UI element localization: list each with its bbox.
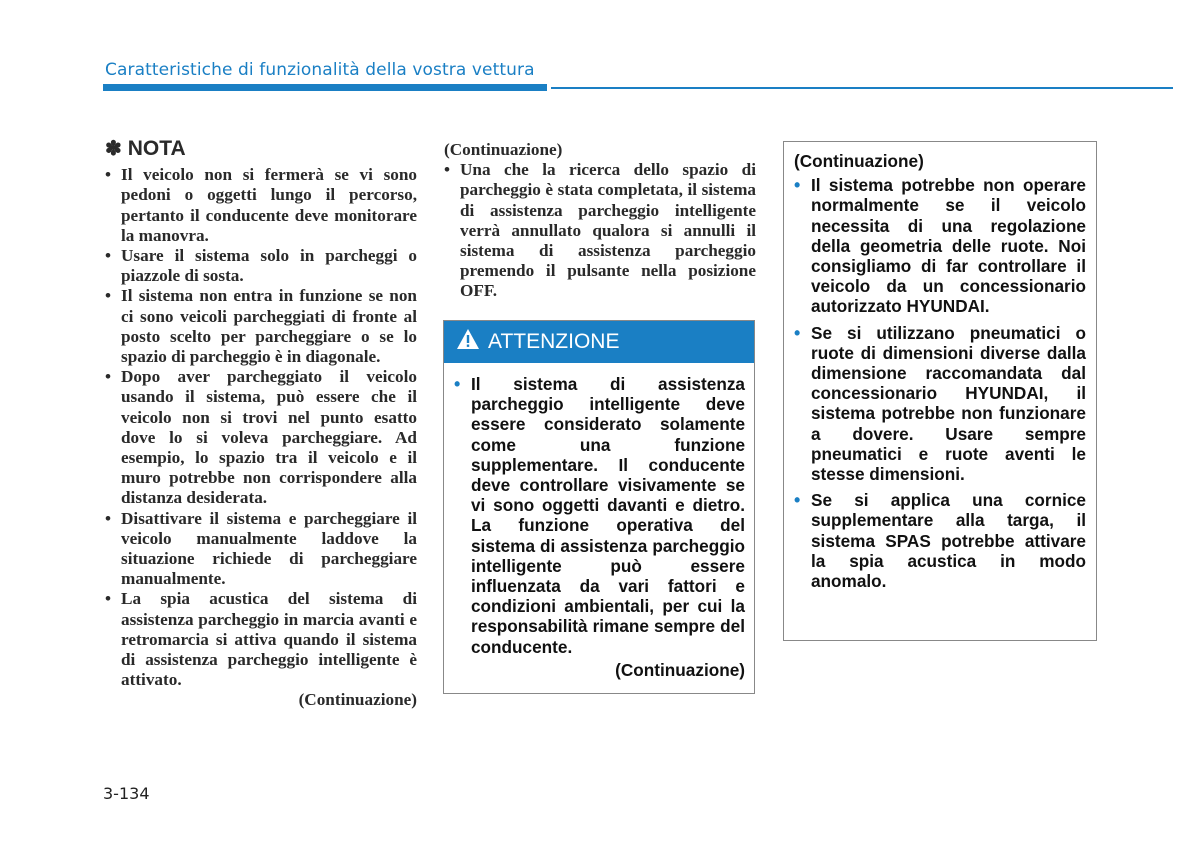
warning-item: • Il sistema di assistenza parcheggio intelligente deve essere considerato solamente come una funzione supplementare. Il conducente deve controllare visivamente se vi sono oggetti davanti e dietro. La funzione operativa del sistema di assistenza parcheggio intelligente può essere influenzata da vari fattori e condizioni ambientali, per cui la responsabilità rimane sempre del conducente. [454, 374, 745, 657]
warning-header [444, 321, 754, 363]
nota-list [105, 165, 417, 690]
continuation-box [783, 141, 1097, 641]
header-rule-thick [103, 84, 547, 91]
right-continued-label: (Continuazione) [794, 151, 924, 171]
nota-item: • La spia acustica del sistema di assistenza parcheggio in marcia avanti e retromarcia si attiva quando il sistema di assistenza parcheggio intelligente è attivato. [105, 589, 417, 690]
nota-item: • Usare il sistema solo in parcheggi o piazzole di sosta. [105, 246, 417, 286]
right-item: • Se si applica una cornice supplementare alla targa, il sistema SPAS potrebbe attivare la spia acustica in modo anomalo. [794, 490, 1086, 591]
warning-triangle-icon [456, 328, 480, 356]
warning-box [443, 320, 755, 694]
section-title: Caratteristiche di funzionalità della vostra vettura [105, 60, 535, 80]
nota-continuation: (Continuazione) [298, 690, 417, 710]
middle-column [444, 140, 756, 302]
warning-list [454, 374, 745, 657]
asterisk-icon: ✽ [105, 138, 122, 160]
right-list [794, 175, 1086, 591]
nota-heading-text: NOTA [127, 137, 186, 160]
page-number: 3-134 [103, 784, 150, 803]
warning-continuation: (Continuazione) [615, 659, 745, 680]
nota-heading [105, 139, 417, 159]
nota-item: • Disattivare il sistema e parcheggiare il veicolo manualmente laddove la situazione richiede di parcheggiare manualmente. [105, 509, 417, 590]
header-rule-thin [551, 87, 1173, 89]
middle-item: • Una che la ricerca dello spazio di parcheggio è stata completata, il sistema di assistenza parcheggio intelligente verrà annullato qualora si annulli il sistema di assistenza parcheggio premendo il pulsante nella posizione OFF. [444, 160, 756, 301]
right-item: • Il sistema potrebbe non operare normalmente se il veicolo necessita di una regolazione della geometria delle ruote. Noi consigliamo di far controllare il veicolo da un concessionario autorizzato HYUNDAI. [794, 175, 1086, 316]
nota-item: • Il sistema non entra in funzione se non ci sono veicoli parcheggiati di fronte al posto scelto per parcheggiare o se lo spazio di parcheggio è in diagonale. [105, 286, 417, 367]
nota-column [105, 139, 417, 711]
middle-list [444, 160, 756, 301]
nota-item: • Dopo aver parcheggiato il veicolo usando il sistema, può essere che il veicolo non si trovi nel punto esatto dove lo si voleva parcheggiare. Ad esempio, lo spazio tra il veicolo e il muro potrebbe non corrispondere alla distanza desiderata. [105, 367, 417, 508]
warning-title: ATTENZIONE [488, 330, 620, 353]
middle-continued-label: (Continuazione) [444, 140, 563, 159]
right-item: • Se si utilizzano pneumatici o ruote di dimensioni diverse dalla dimensione raccomandata dal concessionario HYUNDAI, il sistema potrebbe non funzionare a dovere. Usare sempre pneumatici e ruote aventi le stesse dimensioni. [794, 323, 1086, 485]
nota-item: • Il veicolo non si fermerà se vi sono pedoni o oggetti lungo il percorso, pertanto il conducente deve monitorare la manovra. [105, 165, 417, 246]
warning-body [444, 363, 754, 680]
